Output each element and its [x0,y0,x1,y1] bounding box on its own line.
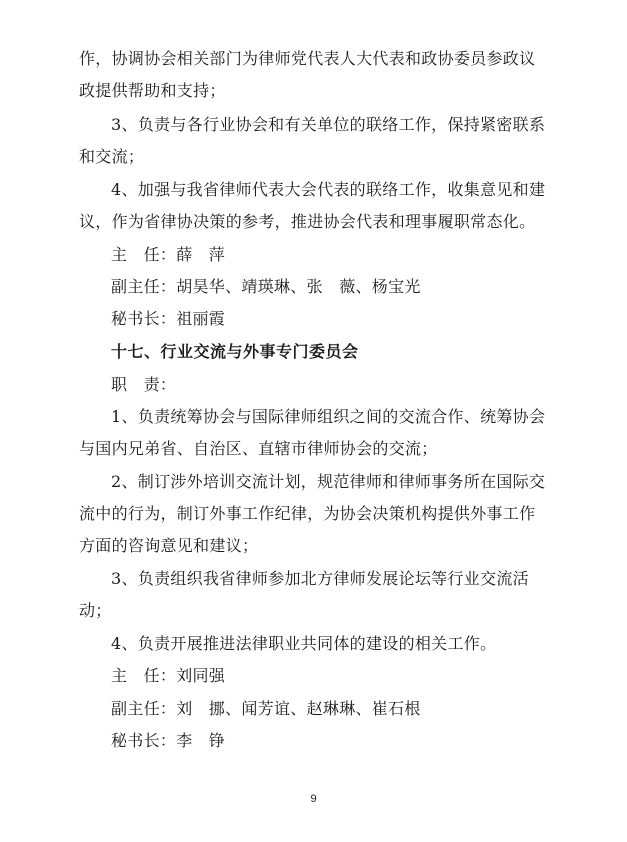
paragraph-line: 流中的行为，制订外事工作纪律，为协会决策机构提供外事工作 [79,504,536,523]
paragraph-line: 作，协调协会相关部门为律师党代表人大代表和政协委员参政议 [79,49,536,68]
director-line: 主 任：刘同强 [111,666,226,685]
deputy-director-line: 副主任：刘 挪、闻芳谊、赵琳琳、崔石根 [111,699,421,718]
paragraph-line: 和交流； [79,147,145,166]
section-heading: 十七、行业交流与外事专门委员会 [111,342,359,361]
paragraph-line: 方面的咨询意见和建议； [79,536,259,555]
paragraph-line: 2、制订涉外培训交流计划，规范律师和律师事务所在国际交 [111,472,546,491]
paragraph-line: 4、负责开展推进法律职业共同体的建设的相关工作。 [111,634,497,653]
paragraph-line: 1、负责统筹协会与国际律师组织之间的交流合作、统筹协会 [111,407,546,426]
secretary-general-line: 秘书长：祖丽霞 [111,309,226,328]
paragraph-line: 与国内兄弟省、自治区、直辖市律师协会的交流； [79,439,438,458]
paragraph-line: 动； [79,601,112,620]
director-line: 主 任：薛 萍 [111,245,226,264]
duties-label: 职 责： [111,375,177,394]
page-number: 9 [310,793,317,805]
paragraph-line: 3、负责组织我省律师参加北方律师发展论坛等行业交流活 [111,569,529,588]
paragraph-line: 议，作为省律协决策的参考，推进协会代表和理事履职常态化。 [79,212,536,231]
paragraph-line: 3、负责与各行业协会和有关单位的联络工作，保持紧密联系 [111,115,546,134]
paragraph-line: 政提供帮助和支持； [79,81,226,100]
paragraph-line: 4、加强与我省律师代表大会代表的联络工作，收集意见和建 [111,180,546,199]
deputy-director-line: 副主任：胡昊华、靖瑛琳、张 薇、杨宝光 [111,277,421,296]
secretary-general-line: 秘书长：李 铮 [111,731,226,750]
